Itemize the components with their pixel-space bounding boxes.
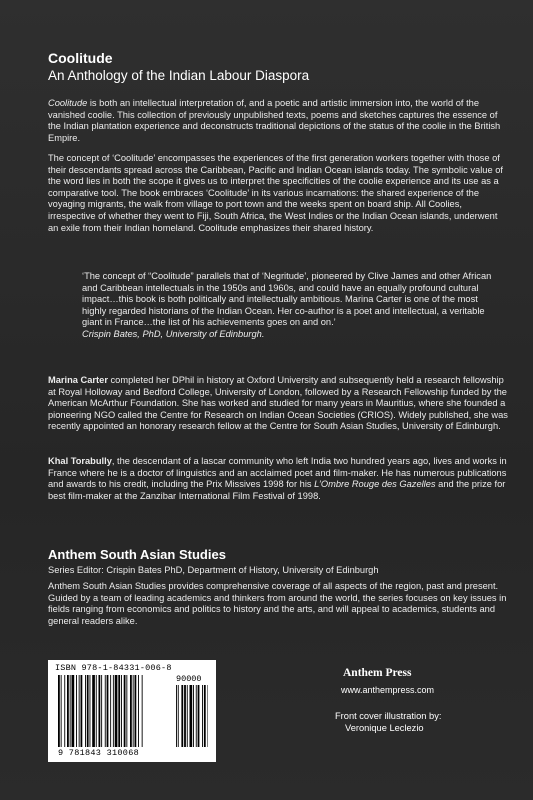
cover-credit-line-1: Front cover illustration by:: [335, 711, 442, 721]
author-bio-text-carter: completed her DPhil in history at Oxford University and subsequently held a research fellowship at Royal Holloway and Bedford College, University of London, followed by a Research Fellowship funded by the American McArthur Foundation. She has worked and studied for many years in Mauritius, where she founded a pioneering NGO called the Centre for Research on Indian Ocean Societies (CRIOS). Widely published, she was recently appointed an honorary research fellow at the Centre for South Asian Studies, University of Edinburgh.: [48, 375, 508, 432]
author-name-torabully: Khal Torabully: [48, 456, 112, 466]
cover-credit-line-2: Veronique Leclezio: [345, 723, 424, 733]
barcode-addon-bar: [181, 685, 183, 747]
publisher-name: Anthem Press: [343, 667, 412, 679]
ean-digits: 9 781843 310068: [58, 748, 140, 758]
barcode-bar: [81, 675, 83, 747]
barcode-bar: [61, 675, 62, 747]
barcode-addon-bar: [190, 685, 193, 747]
series-description: Anthem South Asian Studies provides comprehensive coverage of all aspects of the region, past and present. Guided by a team of leading academics and thinkers from around the world, the series focuses on key issues in fields ranging from economics and politics to history and the arts, and will appeal to academics, students and general readers alike.: [48, 581, 507, 626]
barcode-bar: [79, 675, 80, 747]
quote-attribution: Crispin Bates, PhD, University of Edinburgh.: [82, 328, 265, 339]
description-text-1: is both an intellectual interpretation of, and a poetic and artistic immersion into, the world of the vanished coolie. This collection of previously unpublished texts, poems and sketches captures the essence of the Indian plantation experience and deconstructs traditional depictions of the status of the coolie in the British Empire.: [48, 98, 501, 143]
barcode-bar: [76, 675, 77, 747]
barcode-bar: [90, 675, 91, 747]
barcode-addon-bar: [176, 685, 177, 747]
barcode-addon-bar: [193, 685, 194, 747]
barcode-bar: [126, 675, 127, 747]
barcode-bar: [67, 675, 69, 747]
barcode-bar: [99, 675, 101, 747]
barcode-bar: [87, 675, 89, 747]
barcode-addon-bar: [184, 685, 186, 747]
author-bio-carter: [48, 375, 508, 433]
barcode-addon-bar: [208, 685, 209, 747]
author-name-carter: Marina Carter: [48, 375, 108, 385]
description-paragraph-2: The concept of ‘Coolitude’ encompasses the experiences of the first generation workers together with those of their descendants spread across the Caribbean, Pacific and Indian Ocean islands today. The symbolic value of the word lies in both the scope it gives us to interpret the specificities of the coolie experience and its use as a comparative tool. The book embraces ‘Coolitude’ in its various incarnations: the shared experience of the voyaging migrants, the walk from village to port town and the weeks spent on board ship. All Coolies, irrespective of whether they went to Fiji, South Africa, the West Indies or the Indian Ocean islands, underwent an exile from their Indian homeland. Coolitude emphasizes their shared history.: [48, 153, 503, 233]
barcode-bars: [58, 675, 208, 747]
barcode-bar: [107, 675, 109, 747]
barcode-addon-bar: [204, 685, 206, 747]
barcode-bar: [115, 675, 118, 747]
barcode-bar: [64, 675, 65, 747]
author-bio-torabully: Khal Torabully, the descendant of a lascar community who left India two hundred years ago, lives and works in France where he is a doctor of linguistics and an acclaimed poet and film-maker. He has numerous publications and awards to his credit, including the Prix Missives 1998 for his L’Ombre Rouge des Gazelles and the prize for best film-maker at the Zanzibar International Film Festival of 1998.: [48, 456, 507, 501]
barcode-bar: [101, 675, 102, 747]
price-code: 90000: [176, 674, 202, 684]
barcode-bar: [130, 675, 132, 747]
isbn-label: ISBN 978-1-84331-006-8: [55, 663, 172, 673]
barcode-bar: [142, 675, 143, 747]
barcode-bar: [121, 675, 122, 747]
barcode-bar: [138, 675, 139, 747]
barcode-bar: [133, 675, 134, 747]
series-title: Anthem South Asian Studies: [48, 547, 226, 562]
barcode-bar: [85, 675, 86, 747]
work-title-italic: L’Ombre Rouge des Gazelles: [314, 479, 436, 490]
barcode-bar: [58, 675, 60, 747]
barcode-bar: [72, 675, 75, 747]
barcode-addon-bar: [178, 685, 179, 747]
barcode-bar: [96, 675, 97, 747]
barcode-bar: [118, 675, 120, 747]
book-title: Coolitude: [48, 50, 113, 66]
barcode-bar: [135, 675, 137, 747]
barcode-bar: [70, 675, 71, 747]
barcode-addon-bar: [198, 685, 200, 747]
book-subtitle: An Anthology of the Indian Labour Diaspora: [48, 68, 310, 83]
barcode-bar: [113, 675, 114, 747]
barcode-addon-bar: [196, 685, 197, 747]
barcode-bar: [124, 675, 126, 747]
barcode-bar: [92, 675, 95, 747]
barcode-bar: [110, 675, 111, 747]
barcode-addon-bar: [202, 685, 203, 747]
description-paragraph-1: [48, 98, 508, 144]
review-quote: [82, 271, 502, 341]
publisher-website: www.anthempress.com: [341, 685, 435, 695]
series-editor: Series Editor: Crispin Bates PhD, Department of History, University of Edinburgh: [48, 565, 379, 575]
isbn-barcode: [48, 660, 216, 762]
quote-text: ‘The concept of “Coolitude” parallels that of ‘Negritude’, pioneered by Clive James and other African and Caribbean intellectuals in the 1950s and 1960s, and could have an equally profound cultural impact…this book is both politically and intellectually ambitious. Marina Carter is one of the most highly regarded historians of the Indian Ocean. Her co-author is a poet and intellectual, a veritable giant in France…the list of his achievements goes on and on.’: [82, 271, 492, 328]
title-italic: Coolitude: [48, 98, 88, 108]
barcode-bar: [105, 675, 106, 747]
barcode-addon-bar: [187, 685, 188, 747]
